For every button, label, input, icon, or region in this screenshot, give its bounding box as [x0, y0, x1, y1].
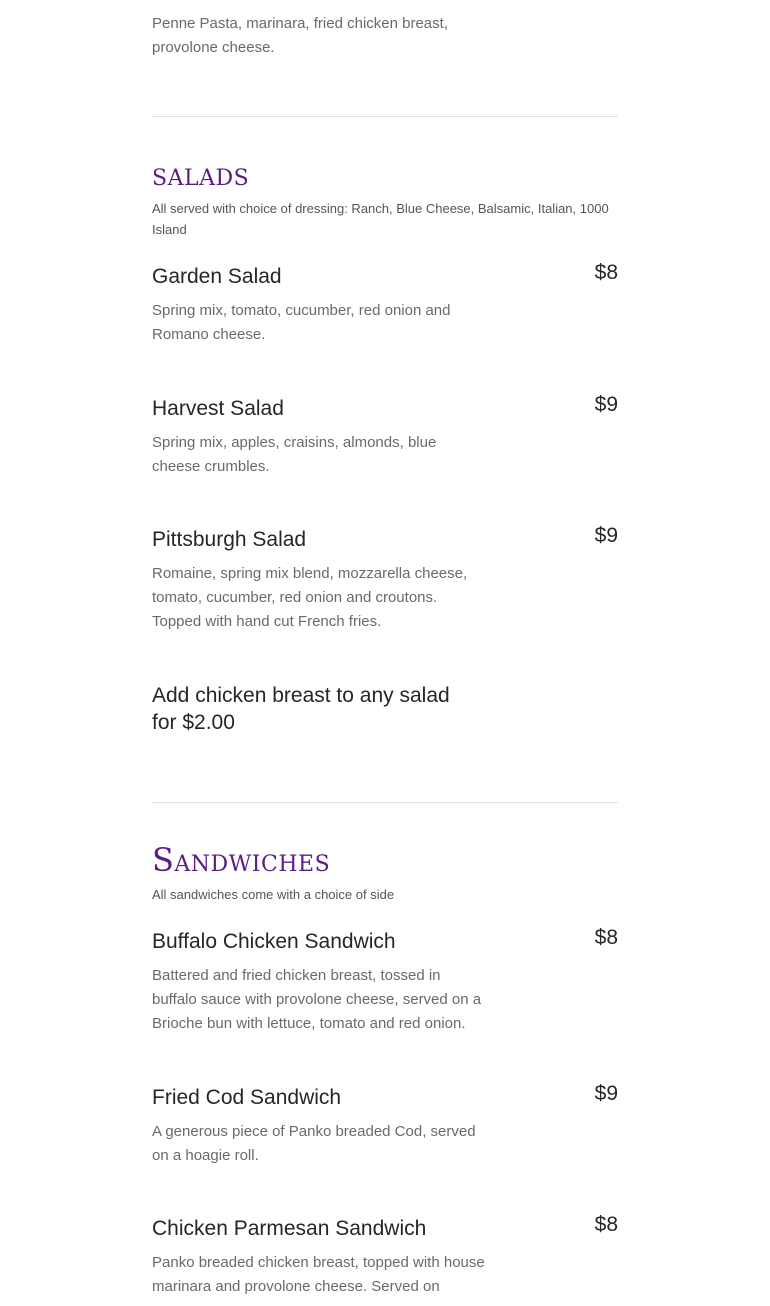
menu-item-name: Chicken Parmesan Sandwich [152, 1217, 427, 1240]
menu-item-price: $8 [594, 261, 618, 284]
section-note-sandwiches: All sandwiches come with a choice of side [152, 887, 395, 902]
menu-item-description: Panko breaded chicken breast, topped with house marinara and provolone cheese. Served on [152, 1254, 485, 1295]
menu-item-price: $9 [594, 1082, 618, 1105]
menu-item-description: Spring mix, apples, craisins, almonds, blue cheese crumbles. [152, 434, 437, 475]
menu-item-price: $9 [594, 524, 618, 547]
menu-item-name: Harvest Salad [152, 397, 284, 420]
menu-item-name: Buffalo Chicken Sandwich [152, 930, 396, 953]
section-title-salads: salads [152, 155, 250, 193]
menu-item-chicken-parmesan-sandwich [152, 1215, 618, 1299]
menu-item-description: Battered and fried chicken breast, tossed in buffalo sauce with provolone cheese, served on a Brioche bun with lettuce, tomato and red onion. [152, 967, 482, 1032]
menu-item-name: Fried Cod Sandwich [152, 1086, 342, 1109]
menu-item-description: Spring mix, tomato, cucumber, red onion and Romano cheese. [152, 302, 451, 343]
menu-item-description: Romaine, spring mix blend, mozzarella cheese, tomato, cucumber, red onion and croutons. Topped with hand cut French fries. [152, 565, 468, 630]
section-divider [152, 802, 618, 803]
section-divider [152, 116, 618, 117]
menu-item-pittsburgh-salad [152, 526, 618, 634]
menu-item-price: $8 [594, 1213, 618, 1236]
menu-item-name: Garden Salad [152, 265, 282, 288]
section-title-sandwiches: Sandwiches [152, 841, 331, 879]
salad-addon-note: Add chicken breast to any salad for $2.00 [152, 684, 450, 734]
menu-item-name: Pittsburgh Salad [152, 528, 307, 551]
section-note-salads: All served with choice of dressing: Ranch, Blue Cheese, Balsamic, Italian, 1000 Island [152, 201, 609, 237]
menu-item-description: Penne Pasta, marinara, fried chicken breast, provolone cheese. [152, 15, 448, 56]
menu-item-description: A generous piece of Panko breaded Cod, served on a hoagie roll. [152, 1123, 476, 1164]
menu-item-fried-cod-sandwich [152, 1084, 618, 1168]
menu-item-buffalo-chicken-sandwich [152, 928, 618, 1036]
menu-item-price: $8 [594, 926, 618, 949]
menu-item-garden-salad [152, 263, 618, 347]
menu-item-price: $9 [594, 393, 618, 416]
menu-item-harvest-salad [152, 395, 618, 479]
